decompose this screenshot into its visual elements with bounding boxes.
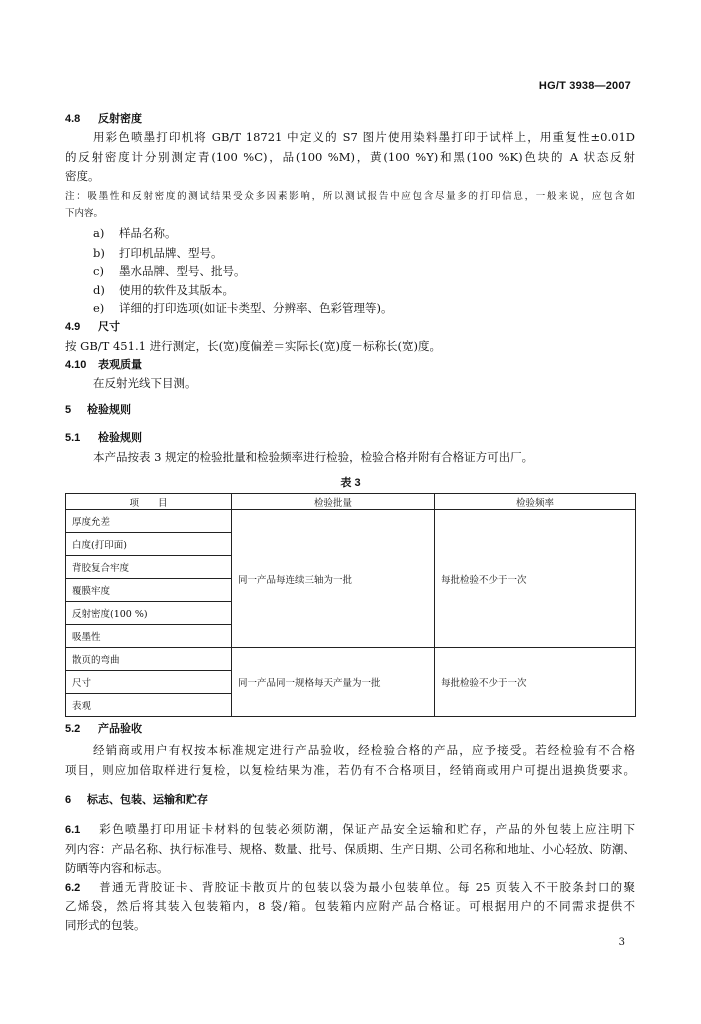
item-cell: 尺寸 — [66, 671, 232, 694]
list-marker: e) — [93, 301, 105, 315]
note-line: 下内容。 — [65, 208, 104, 219]
section-number: 6.2 — [65, 882, 81, 894]
section-number: 5.2 — [65, 723, 81, 735]
paragraph-text: 普通无背胶证卡、背胶证卡散页片的包装以袋为最小包装单位。每 25 页装入不干胶条封口的聚 — [98, 880, 635, 894]
section-title: 产品验收 — [98, 723, 142, 735]
section-title: 检验规则 — [98, 432, 142, 444]
list-marker: d) — [93, 283, 105, 297]
list-text: 详细的打印选项(如证卡类型、分辨率、色彩管理等)。 — [119, 301, 393, 315]
paragraph-line: 项目，则应加倍取样进行复检，以复检结果为准，若仍有不合格项目，经销商或用户可提出退换货要求。 — [65, 763, 635, 777]
section-4-9-heading — [65, 320, 635, 334]
section-number: 6 — [65, 794, 72, 806]
section-title: 尺寸 — [98, 321, 120, 333]
table-header-row — [66, 494, 636, 510]
paragraph-line: 同形式的包装。 — [65, 918, 146, 932]
list-item — [93, 226, 635, 240]
item-cell: 背胶复合牢度 — [66, 556, 232, 579]
section-title: 反射密度 — [98, 113, 142, 125]
frequency-cell: 每批检验不少于一次 — [435, 648, 636, 717]
batch-cell: 同一产品每连续三轴为一批 — [232, 510, 435, 648]
paragraph-line: 用彩色喷墨打印机将 GB/T 18721 中定义的 S7 图片使用染料墨打印于试样上，用重复性±0.01D — [93, 130, 635, 144]
paragraph-line: 乙烯袋，然后将其装入包装箱内，8 袋/箱。包装箱内应附产品合格证。可根据用户的不同需求提供不 — [65, 899, 635, 913]
item-cell: 表观 — [66, 694, 232, 717]
item-cell: 反射密度(100 %) — [66, 602, 232, 625]
item-cell: 白度(打印面) — [66, 533, 232, 556]
list-item — [93, 301, 635, 315]
table-row — [66, 648, 636, 671]
list-marker: a) — [93, 226, 105, 240]
list-marker: b) — [93, 246, 105, 260]
paragraph-line: 本产品按表 3 规定的检验批量和检验频率进行检验，检验合格并附有合格证方可出厂。 — [93, 450, 534, 464]
section-4-8-heading — [65, 112, 635, 126]
paragraph-line — [65, 822, 635, 837]
paragraph-line: 列内容：产品名称、执行标准号、规格、数量、批号、保质期、生产日期、公司名称和地址、小心轻放、防潮、 — [65, 842, 635, 856]
section-4-10-heading — [65, 358, 635, 372]
note-line: 注：吸墨性和反射密度的测试结果受众多因素影响，所以测试报告中应包含尽量多的打印信息，一般来说，应包含如 — [65, 191, 635, 202]
paragraph-line: 密度。 — [65, 169, 100, 183]
paragraph-line: 按 GB/T 451.1 进行测定，长(宽)度偏差＝实际长(宽)度－标称长(宽)度。 — [65, 339, 441, 353]
list-text: 样品名称。 — [119, 226, 177, 240]
item-cell: 散页的弯曲 — [66, 648, 232, 671]
paragraph-line: 在反射光线下目测。 — [93, 376, 197, 390]
list-text: 打印机品牌、型号。 — [119, 246, 223, 260]
list-text: 使用的软件及其版本。 — [119, 283, 234, 297]
list-item — [93, 246, 635, 260]
section-6-heading — [65, 793, 635, 807]
section-title: 标志、包装、运输和贮存 — [87, 794, 208, 806]
paragraph-line: 防晒等内容和标志。 — [65, 861, 169, 875]
section-title: 表观质量 — [98, 359, 142, 371]
item-cell: 覆膜牢度 — [66, 579, 232, 602]
list-marker: c) — [93, 264, 104, 278]
table-caption: 表 3 — [340, 477, 361, 489]
column-header: 检验频率 — [435, 494, 636, 510]
list-text: 墨水品牌、型号、批号。 — [119, 264, 246, 278]
section-number: 4.8 — [65, 113, 81, 125]
section-number: 5.1 — [65, 432, 81, 444]
batch-cell: 同一产品同一规格每天产量为一批 — [232, 648, 435, 717]
section-number: 5 — [65, 404, 72, 416]
paragraph-line: 经销商或用户有权按本标准规定进行产品验收，经检验合格的产品，应予接受。若经检验有不合格 — [93, 743, 635, 757]
inspection-table — [65, 493, 636, 717]
section-number: 6.1 — [65, 824, 81, 836]
paragraph-text: 彩色喷墨打印用证卡材料的包装必须防潮，保证产品安全运输和贮存，产品的外包装上应注明下 — [98, 822, 635, 836]
standard-number: HG/T 3938—2007 — [538, 80, 631, 92]
section-5-1-heading — [65, 431, 635, 445]
item-cell: 吸墨性 — [66, 625, 232, 648]
table-row — [66, 510, 636, 533]
paragraph-line — [65, 880, 635, 895]
item-cell: 厚度允差 — [66, 510, 232, 533]
section-title: 检验规则 — [87, 404, 131, 416]
paragraph-line: 的反射密度计分别测定青(100 %C)，品(100 %M)，黄(100 %Y)和黑(100 %K)色块的 A 状态反射 — [65, 150, 635, 164]
list-item — [93, 283, 635, 297]
column-header: 检验批量 — [232, 494, 435, 510]
section-5-heading — [65, 403, 635, 417]
column-header: 项 目 — [66, 494, 232, 510]
page-number: 3 — [618, 937, 625, 948]
frequency-cell: 每批检验不少于一次 — [435, 510, 636, 648]
section-number: 4.10 — [65, 359, 87, 371]
section-5-2-heading — [65, 722, 635, 736]
section-number: 4.9 — [65, 321, 81, 333]
list-item — [93, 264, 635, 278]
